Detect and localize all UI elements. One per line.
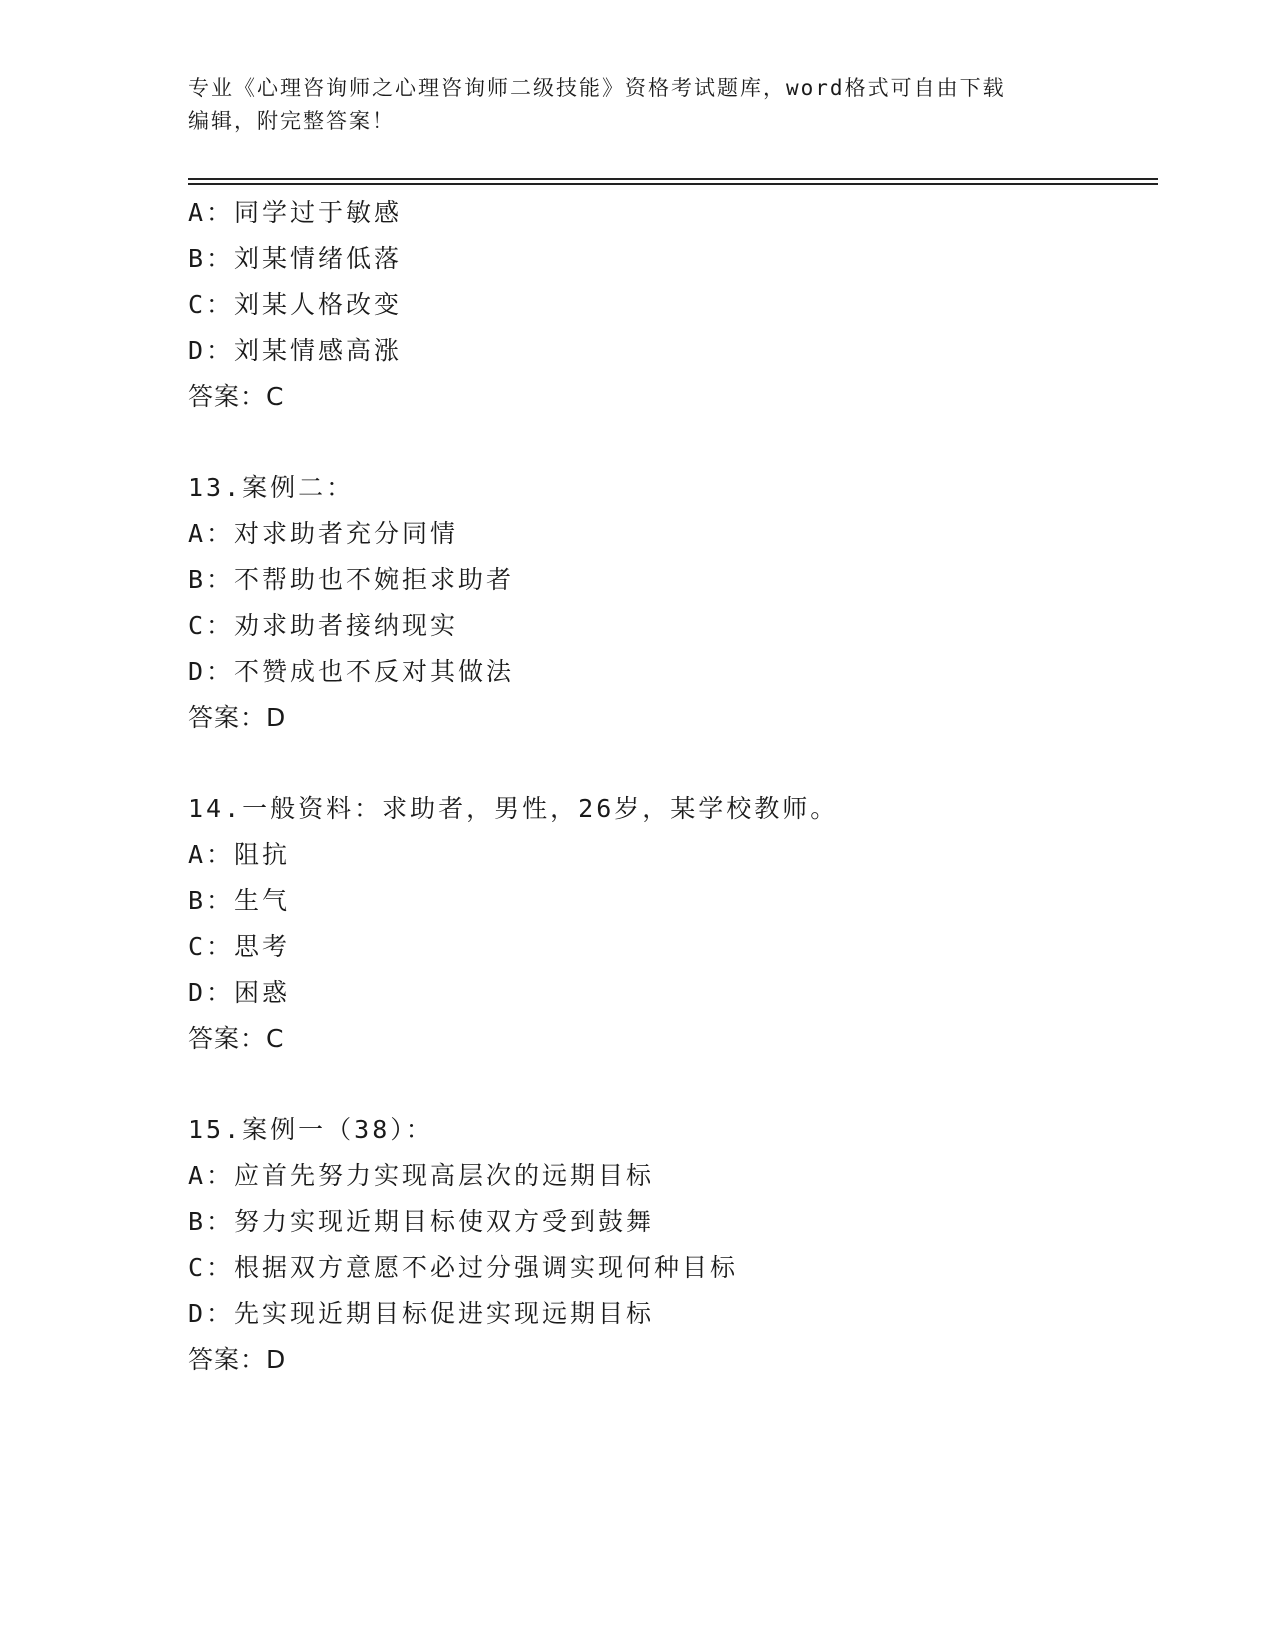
- option-c: C：劝求助者接纳现实: [188, 611, 459, 640]
- option-a: A：对求助者充分同情: [188, 519, 459, 548]
- header-divider-bottom: [188, 183, 1158, 185]
- option-c: C：根据双方意愿不必过分强调实现何种目标: [188, 1253, 739, 1282]
- option-b: B：努力实现近期目标使双方受到鼓舞: [188, 1207, 655, 1236]
- header-line-2: 编辑，附完整答案！: [188, 109, 395, 133]
- option-d: D：不赞成也不反对其做法: [188, 657, 515, 686]
- option-b: B：刘某情绪低落: [188, 244, 403, 273]
- answer-line: 答案：D: [188, 1345, 287, 1374]
- answer-line: 答案：D: [188, 703, 287, 732]
- question-stem: 14.一般资料：求助者，男性，26岁，某学校教师。: [188, 794, 839, 823]
- header-divider-top: [188, 178, 1158, 180]
- option-d: D：先实现近期目标促进实现远期目标: [188, 1299, 655, 1328]
- question-block: [188, 1107, 1148, 1383]
- option-c: C：思考: [188, 932, 291, 961]
- option-d: D：刘某情感高涨: [188, 336, 403, 365]
- block-spacer: [188, 741, 1148, 786]
- answer-line: 答案：C: [188, 1024, 285, 1053]
- option-c: C：刘某人格改变: [188, 290, 403, 319]
- question-stem: 13.案例二：: [188, 473, 355, 502]
- question-block: [188, 190, 1148, 420]
- question-list: [188, 190, 1148, 1383]
- option-a: A：同学过于敏感: [188, 198, 403, 227]
- option-b: B：不帮助也不婉拒求助者: [188, 565, 515, 594]
- option-b: B：生气: [188, 886, 291, 915]
- option-a: A：阻抗: [188, 840, 291, 869]
- answer-line: 答案：C: [188, 382, 285, 411]
- document-header: [188, 72, 1088, 138]
- question-block: [188, 465, 1148, 741]
- block-spacer: [188, 420, 1148, 465]
- question-stem: 15.案例一（38）：: [188, 1115, 434, 1144]
- option-a: A：应首先努力实现高层次的远期目标: [188, 1161, 655, 1190]
- header-line-1: 专业《心理咨询师之心理咨询师二级技能》资格考试题库，word格式可自由下载: [188, 76, 1006, 100]
- option-d: D：困惑: [188, 978, 291, 1007]
- block-spacer: [188, 1062, 1148, 1107]
- question-block: [188, 786, 1148, 1062]
